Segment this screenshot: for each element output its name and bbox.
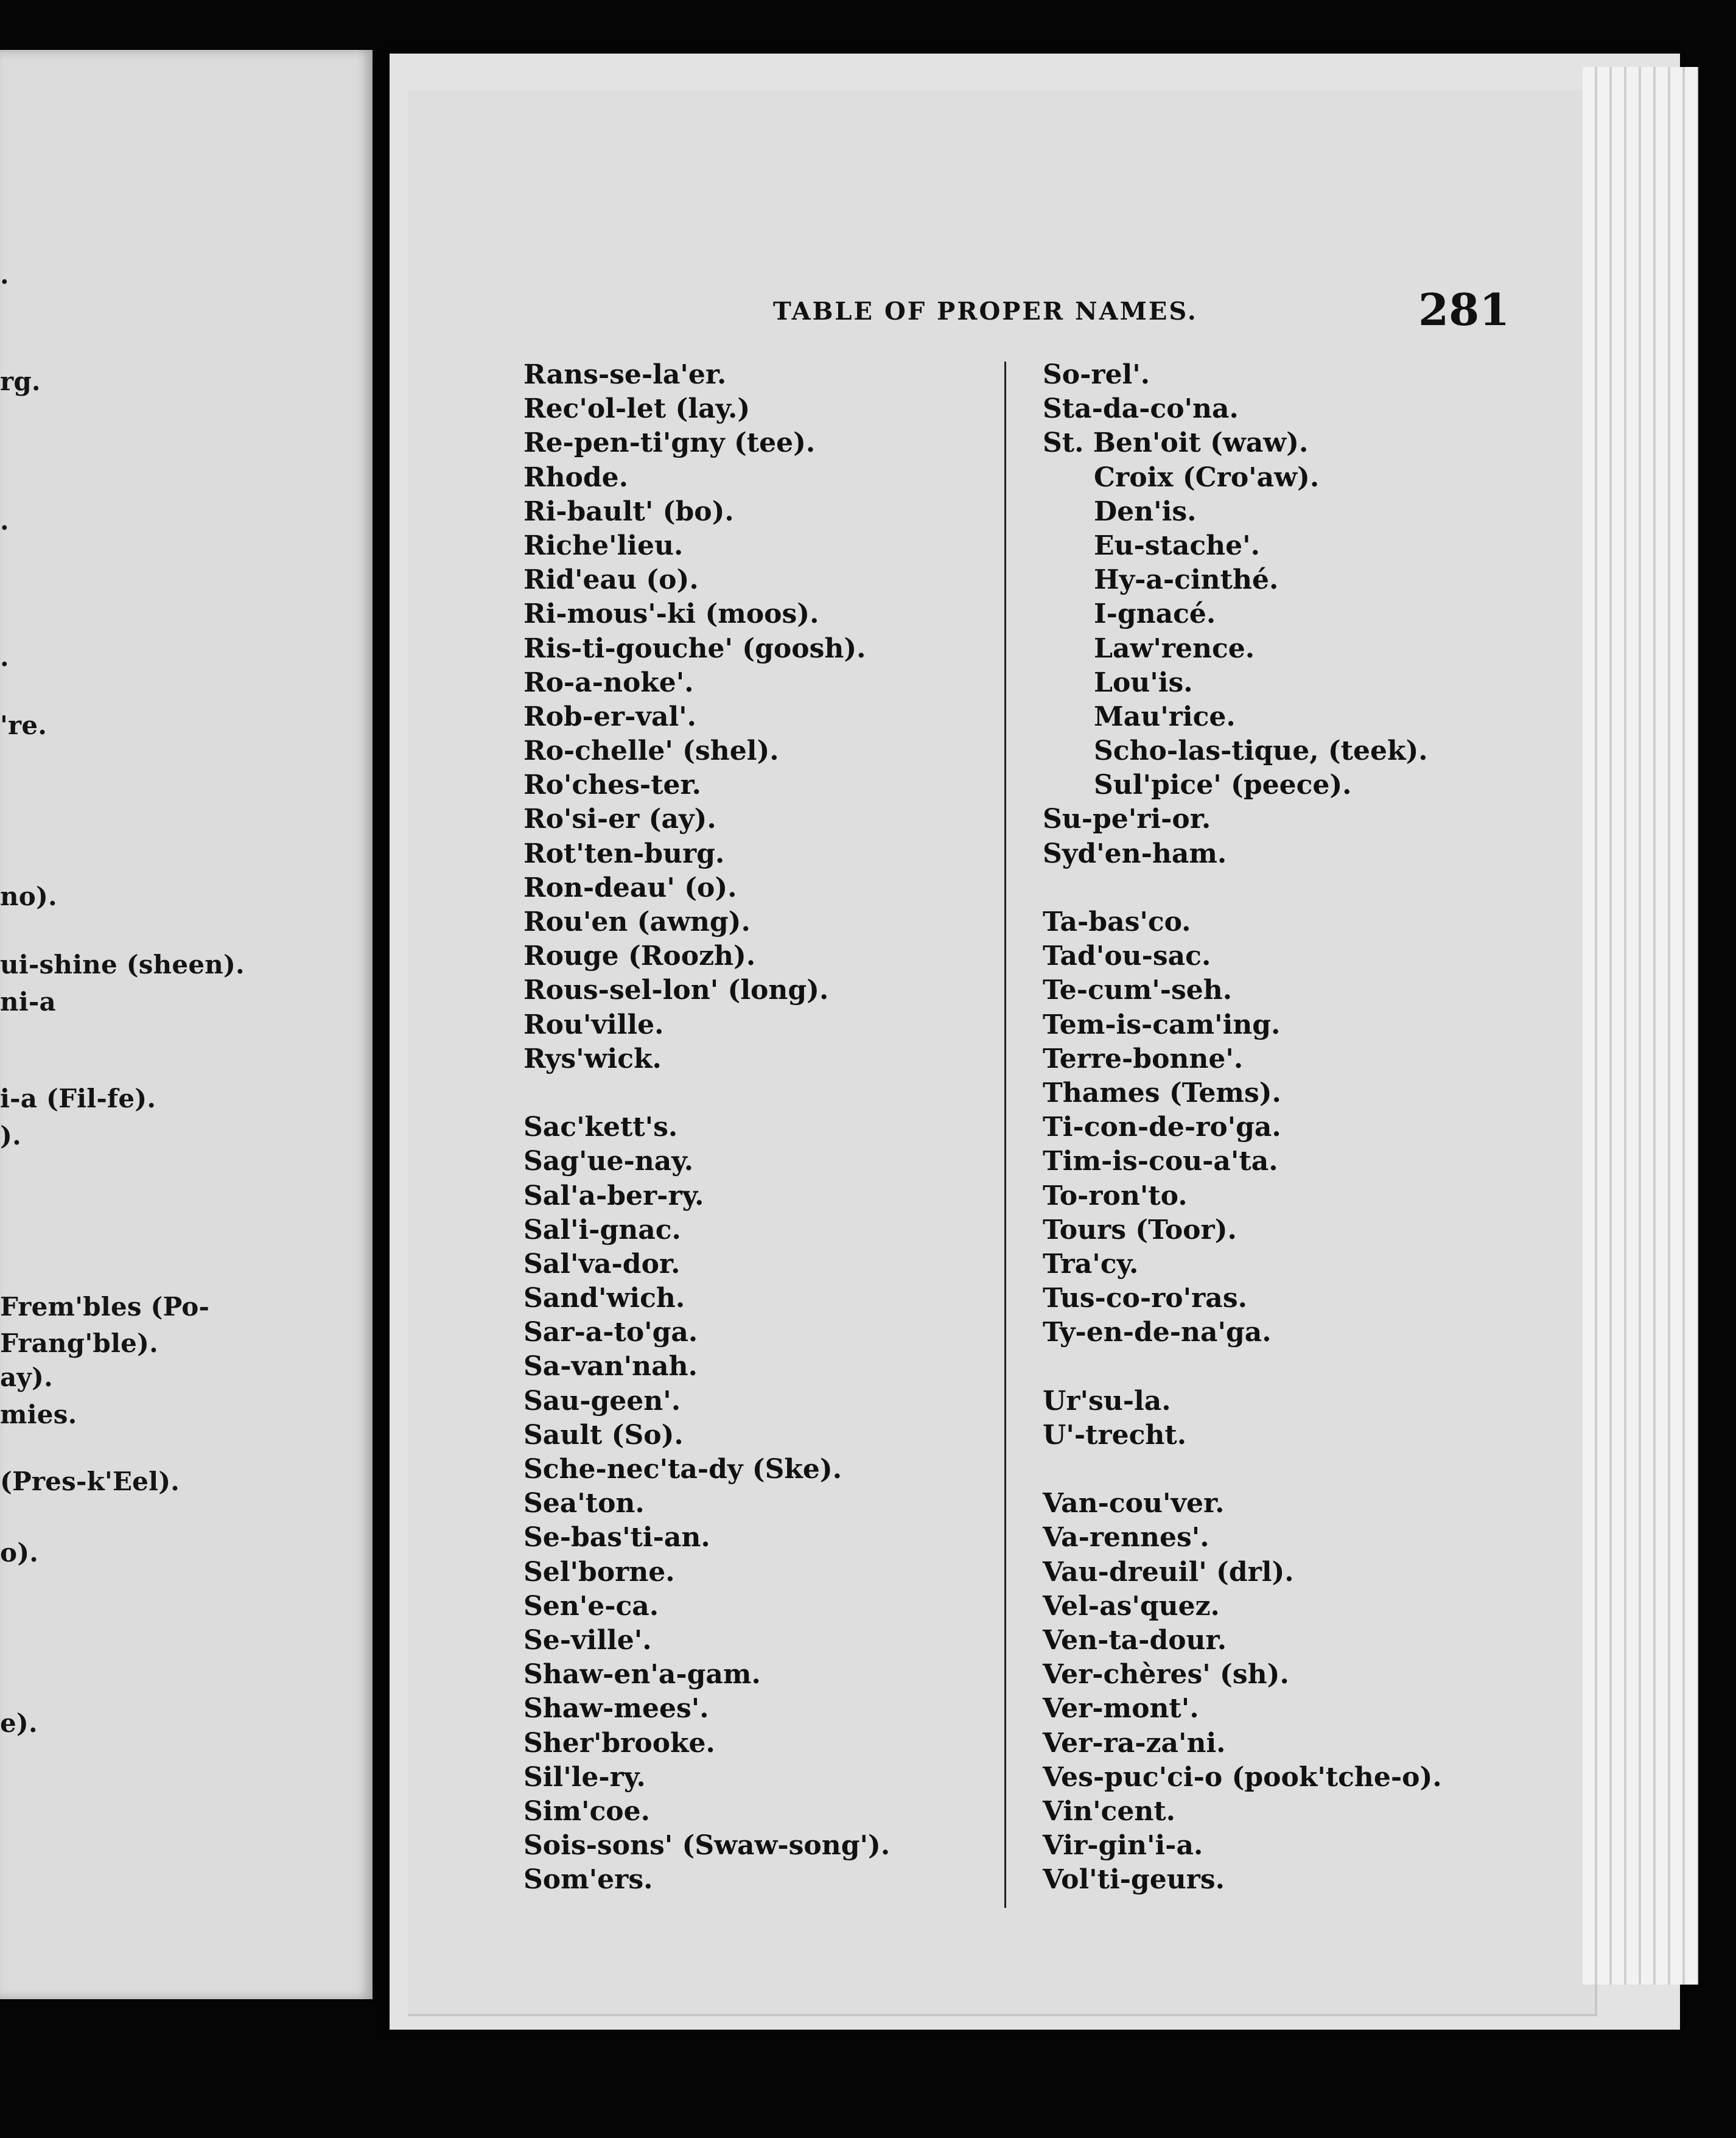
left-page-fragment: Frang'ble). [0,1328,158,1359]
right-page [390,54,1680,2030]
name-entry: Mau'rice. [1094,701,1236,732]
left-page-fragment: . [0,259,9,290]
name-entry: Ves-puc'ci-o (pook'tche-o). [1043,1761,1442,1793]
name-entry: Den'is. [1094,496,1197,527]
name-entry: Tours (Toor). [1043,1214,1237,1246]
name-entry: St. Ben'oit (waw). [1043,427,1309,459]
name-entry: Terre-bonne'. [1043,1043,1244,1074]
name-entry: To-ron'to. [1043,1180,1188,1211]
name-entry: Croix (Cro'aw). [1094,461,1320,493]
left-name-column [523,358,890,1897]
name-entry: Scho-las-tique, (teek). [1094,735,1428,767]
name-entry: Se-bas'ti-an. [523,1522,710,1554]
name-entry: Law'rence. [1094,633,1255,664]
name-entry: Sau-geen'. [523,1385,681,1417]
name-entry: Tra'cy. [1043,1248,1139,1280]
name-entry: Tad'ou-sac. [1043,941,1211,972]
name-entry: Tim-is-cou-a'ta. [1043,1146,1278,1177]
name-entry: Rous-sel-lon' (long). [523,975,829,1006]
name-entry: Ver-mont'. [1043,1693,1199,1725]
name-entry: Rys'wick. [523,1043,662,1074]
name-entry: Sault (So). [523,1419,684,1451]
name-entry: Ri-mous'-ki (moos). [523,598,819,630]
name-entry: Vel-as'quez. [1043,1590,1220,1622]
name-entry: Som'ers. [523,1864,653,1896]
name-entry: Sher'brooke. [523,1727,715,1759]
left-page-fragment: . [0,642,9,673]
name-entry: Rec'ol-let (lay.) [523,393,751,425]
name-entry: Ro'si-er (ay). [523,804,716,835]
left-page-fragment: . [0,505,9,536]
left-page-fragment: i-a (Fil-fe). [0,1084,156,1114]
left-page-fragment: ni-a [0,986,56,1017]
name-entry: Sil'le-ry. [523,1761,646,1793]
section-gap [523,1076,890,1110]
name-entry: Shaw-en'a-gam. [523,1659,761,1691]
name-entry: Vin'cent. [1043,1795,1175,1827]
name-entry: Rans-se-la'er. [523,359,727,390]
name-entry: Vir-gin'i-a. [1043,1830,1203,1862]
name-entry: Sa-van'nah. [523,1351,698,1383]
name-entry: I-gnacé. [1094,598,1216,630]
name-entry: Lou'is. [1094,667,1193,698]
name-entry: Sal'va-dor. [523,1248,681,1280]
name-entry: Sal'a-ber-ry. [523,1180,704,1211]
name-entry: Sal'i-gnac. [523,1214,681,1246]
name-entry: Vau-dreuil' (drl). [1043,1556,1294,1588]
section-gap [1043,871,1442,905]
left-page-fragment: no). [0,881,57,912]
left-page-fragment: ui-shine (sheen). [0,950,245,980]
left-page-fragment: ). [0,1120,21,1151]
name-entry: Sand'wich. [523,1283,685,1314]
left-page-fragment: ay). [0,1362,53,1393]
name-entry: Sois-sons' (Swaw-song'). [523,1830,891,1862]
name-entry: Se-ville'. [523,1624,652,1656]
name-entry: Ur'su-la. [1043,1385,1171,1417]
name-entry: Hy-a-cinthé. [1094,564,1279,596]
name-entry: Rid'eau (o). [523,564,699,596]
left-page-fragment: o). [0,1537,39,1568]
name-entry: Sac'kett's. [523,1112,678,1143]
right-name-column [1043,358,1442,1897]
running-head: TABLE OF PROPER NAMES. [773,297,1198,326]
section-gap [1043,1453,1442,1487]
name-entry: Rob-er-val'. [523,701,696,732]
section-gap [1043,1350,1442,1384]
name-entry: Tus-co-ro'ras. [1043,1283,1247,1314]
name-entry: Ro-a-noke'. [523,667,694,698]
name-entry: Rot'ten-burg. [523,838,725,869]
name-entry: Ti-con-de-ro'ga. [1043,1112,1281,1143]
name-entry: Ris-ti-gouche' (goosh). [523,633,866,664]
name-entry: Sel'borne. [523,1556,675,1588]
name-entry: Ven-ta-dour. [1043,1624,1227,1656]
name-entry: Rou'en (awng). [523,906,751,938]
name-entry: Riche'lieu. [523,530,684,561]
left-page-fragment: rg. [0,366,41,396]
name-entry: U'-trecht. [1043,1419,1187,1451]
name-entry: Sea'ton. [523,1488,645,1519]
name-entry: Sta-da-co'na. [1043,393,1239,425]
name-entry: Syd'en-ham. [1043,838,1227,869]
name-entry: Te-cum'-seh. [1043,975,1233,1006]
left-page-fragment: (Pres-k'Eel). [0,1466,180,1496]
page-number: 281 [1418,284,1510,335]
name-entry: Rouge (Roozh). [523,941,756,972]
name-entry: Ro-chelle' (shel). [523,735,779,767]
left-page-fragment: mies. [0,1399,77,1429]
name-entry: Sim'coe. [523,1795,650,1827]
name-entry: Ron-deau' (o). [523,872,737,903]
name-entry: So-rel'. [1043,359,1150,390]
name-entry: Su-pe'ri-or. [1043,804,1211,835]
name-entry: Thames (Tems). [1043,1077,1281,1109]
name-entry: Eu-stache'. [1094,530,1260,561]
name-entry: Ri-bault' (bo). [523,496,734,527]
name-entry: Rhode. [523,461,628,493]
name-entry: Sche-nec'ta-dy (Ske). [523,1454,842,1485]
page-plate [408,90,1597,2016]
page-edges [1583,67,1698,1985]
name-entry: Shaw-mees'. [523,1693,709,1725]
name-entry: Sar-a-to'ga. [523,1317,698,1348]
name-entry: Ver-chères' (sh). [1043,1659,1289,1691]
name-entry: Van-cou'ver. [1043,1488,1225,1519]
name-entry: Sen'e-ca. [523,1590,659,1622]
name-entry: Ty-en-de-na'ga. [1043,1317,1272,1348]
name-entry: Ta-bas'co. [1043,906,1191,938]
left-page-fragment: e). [0,1708,38,1739]
left-page [0,50,373,1999]
name-entry: Re-pen-ti'gny (tee). [523,427,816,459]
name-entry: Sag'ue-nay. [523,1146,694,1177]
name-entry: Tem-is-cam'ing. [1043,1009,1281,1040]
name-entry: Va-rennes'. [1043,1522,1209,1554]
name-entry: Ver-ra-za'ni. [1043,1727,1226,1759]
left-page-fragment: Frem'bles (Po- [0,1291,210,1322]
name-entry: Sul'pice' (peece). [1094,769,1352,801]
name-entry: Rou'ville. [523,1009,664,1040]
column-divider [1004,362,1006,1908]
name-entry: Vol'ti-geurs. [1043,1864,1225,1896]
name-entry: Ro'ches-ter. [523,769,701,801]
left-page-fragment: 're. [0,710,47,741]
